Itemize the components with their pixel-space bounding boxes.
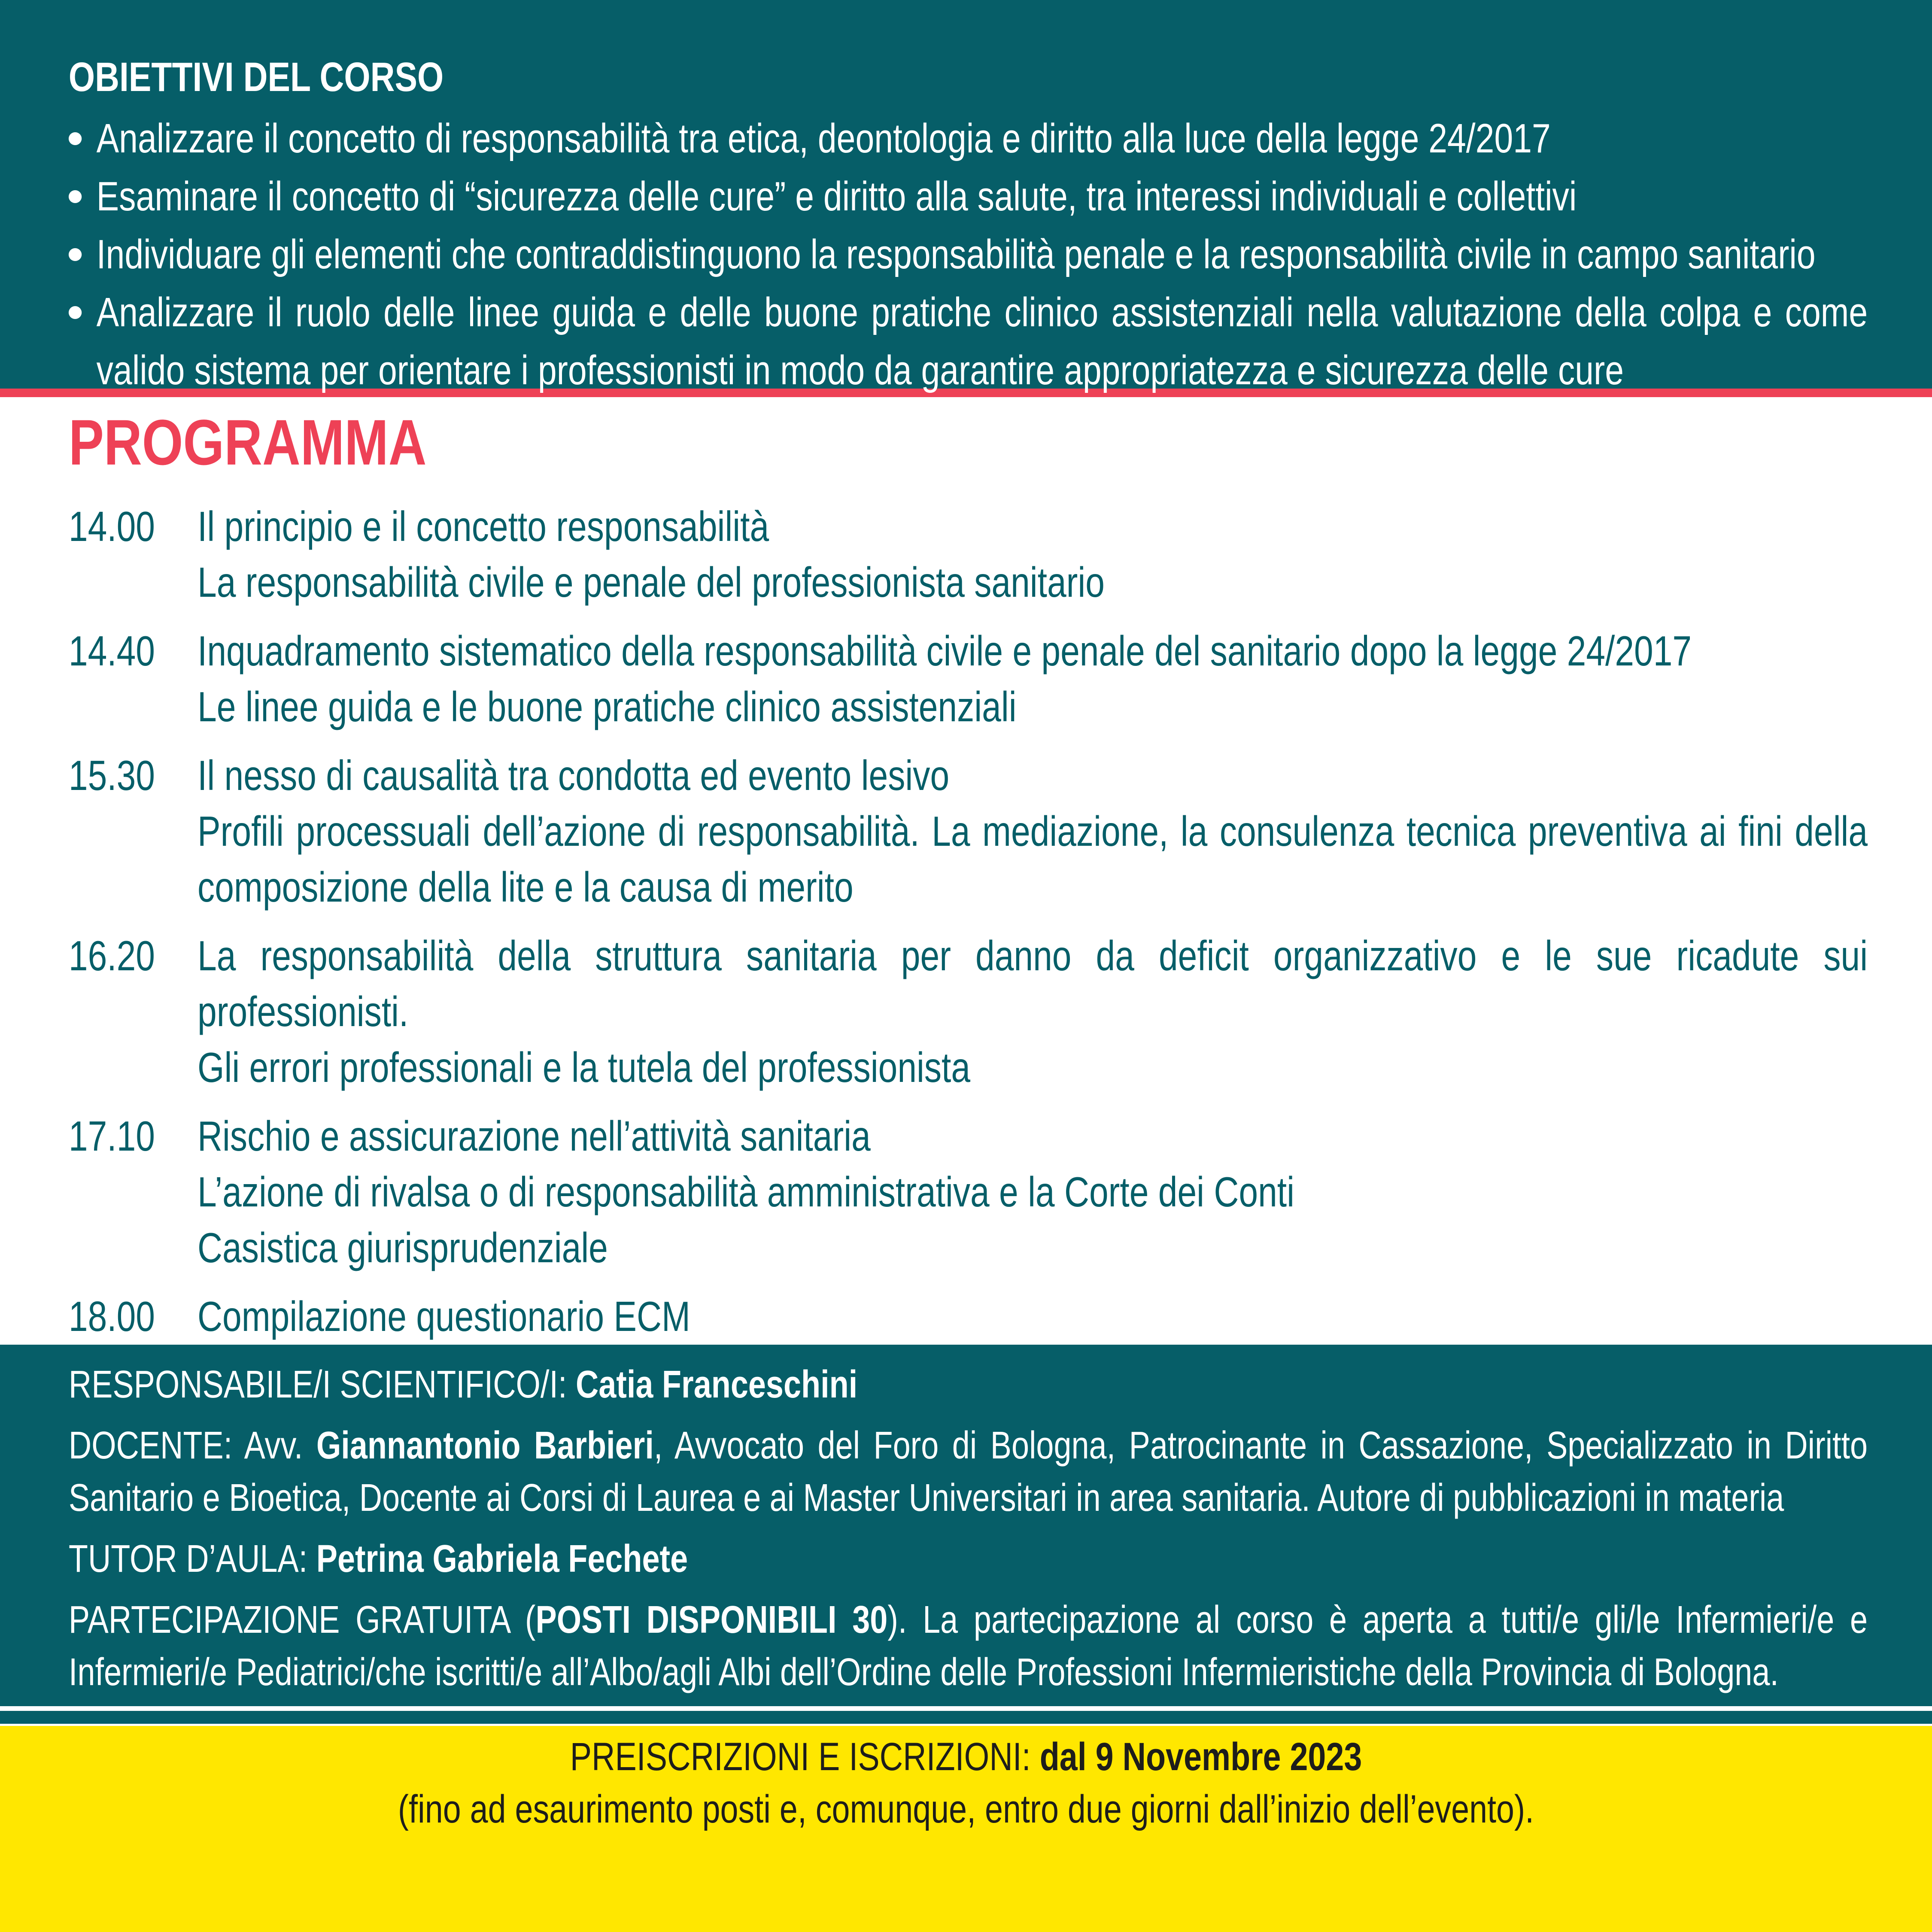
bullet-dot-icon [69, 248, 82, 261]
schedule-topic: L’azione di rivalsa o di responsabilità amministrativa e la Corte dei Conti [197, 1168, 1294, 1215]
teacher-label: DOCENTE: Avv. [68, 1424, 316, 1467]
registration-line [0, 1731, 1932, 1783]
participation-line [69, 1594, 1868, 1698]
registration-note: (fino ad esaurimento posti e, comunque, entro due giorni dall’inizio dell’evento). [398, 1787, 1534, 1831]
schedule-time: 16.20 [68, 932, 155, 979]
schedule-time: 14.00 [68, 503, 155, 550]
schedule-topic: Gli errori professionali e la tutela del professionista [197, 1044, 971, 1091]
schedule-row [69, 1288, 1868, 1344]
schedule-time: 17.10 [68, 1112, 155, 1160]
objectives-section [0, 0, 1932, 393]
schedule-row [69, 747, 1868, 915]
objective-item [69, 167, 1868, 225]
schedule-time: 15.30 [68, 752, 155, 799]
schedule-topics [197, 623, 1868, 735]
registration-label: PREISCRIZIONI E ISCRIZIONI: [570, 1735, 1040, 1779]
registration-section [0, 1726, 1932, 1932]
schedule-topic: Il nesso di causalità tra condotta ed evento lesivo [197, 752, 950, 799]
schedule-topics [197, 498, 1868, 610]
white-separator [0, 1706, 1932, 1711]
bullet-dot-icon [69, 132, 82, 145]
objective-text: Analizzare il ruolo delle linee guida e delle buone pratiche clinico assistenziali nella valutazione della colpa e come valido sistema per orientare i professionisti in modo da garantire appropriatezza e sicurezza delle cure [96, 289, 1868, 393]
objective-text: Esaminare il concetto di “sicurezza delle cure” e diritto alla salute, tra interessi individuali e collettivi [96, 173, 1577, 219]
schedule-topics [197, 928, 1868, 1095]
objective-text: Analizzare il concetto di responsabilità tra etica, deontologia e diritto alla luce della legge 24/2017 [96, 115, 1551, 161]
program-section [0, 397, 1932, 1345]
schedule-time: 18.00 [68, 1293, 155, 1340]
objective-item [69, 225, 1868, 283]
teacher-line [69, 1419, 1868, 1524]
schedule-topic: Compilazione questionario ECM [197, 1293, 690, 1340]
objectives-list [69, 109, 1868, 399]
schedule-topic: La responsabilità civile e penale del professionista sanitario [197, 559, 1105, 606]
faculty-section [0, 1345, 1932, 1706]
participation-label: PARTECIPAZIONE GRATUITA ( [68, 1598, 536, 1641]
schedule-topic: La responsabilità della struttura sanitaria per danno da deficit organizzativo e le sue ricadute sui professionisti. [197, 932, 1868, 1035]
objectives-title: OBIETTIVI DEL CORSO [68, 54, 444, 100]
teal-separator [0, 1711, 1932, 1724]
teacher-name: Giannantonio Barbieri [316, 1424, 654, 1467]
bullet-dot-icon [69, 190, 82, 203]
schedule-time: 14.40 [68, 627, 155, 674]
schedule-topic: Profili processuali dell’azione di responsabilità. La mediazione, la consulenza tecnica preventiva ai fini della composizione della lite e la causa di merito [197, 808, 1868, 911]
schedule-topics [197, 747, 1868, 915]
tutor-line [69, 1533, 1868, 1585]
objective-item [69, 109, 1868, 167]
schedule-row [69, 498, 1868, 610]
available-seats: POSTI DISPONIBILI 30 [535, 1598, 888, 1641]
tutor-label: TUTOR D’AULA: [68, 1537, 316, 1580]
schedule-row [69, 928, 1868, 1095]
schedule-topics [197, 1288, 1868, 1344]
program-title: PROGRAMMA [68, 406, 427, 478]
objective-text: Individuare gli elementi che contraddistinguono la responsabilità penale e la responsabilità civile in campo sanitario [96, 231, 1816, 277]
program-schedule [69, 498, 1868, 1344]
objective-item [69, 283, 1868, 399]
scientific-lead-line [69, 1358, 1868, 1411]
schedule-row [69, 623, 1868, 735]
schedule-topic: Casistica giurisprudenziale [197, 1224, 608, 1271]
tutor-name: Petrina Gabriela Fechete [316, 1537, 688, 1580]
teacher-description: , Avvocato del Foro di Bologna, Patrocinante in Cassazione, Specializzato in Diritto Sanitario e Bioetica, Docente ai Corsi di Laurea e ai Master Universitari in area sanitaria. Autore di pubblicazioni in materia [68, 1424, 1868, 1519]
registration-date: dal 9 Novembre 2023 [1039, 1735, 1362, 1779]
schedule-topics [197, 1108, 1868, 1276]
scientific-lead-name: Catia Franceschini [575, 1363, 858, 1406]
schedule-topic: Il principio e il concetto responsabilità [197, 503, 769, 550]
bullet-dot-icon [69, 306, 82, 319]
schedule-topic: Inquadramento sistematico della responsabilità civile e penale del sanitario dopo la legge 24/2017 [197, 627, 1692, 674]
schedule-topic: Le linee guida e le buone pratiche clinico assistenziali [197, 683, 1017, 730]
schedule-row [69, 1108, 1868, 1276]
scientific-lead-label: RESPONSABILE/I SCIENTIFICO/I: [68, 1363, 576, 1406]
schedule-topic: Rischio e assicurazione nell’attività sanitaria [197, 1112, 871, 1160]
participation-note: ). La partecipazione al corso è aperta a tutti/e gli/le Infermieri/e e Infermieri/e Pediatrici/che iscritti/e all’Albo/agli Albi dell’Ordine delle Professioni Infermieristiche della Provincia di Bologna. [68, 1598, 1868, 1694]
